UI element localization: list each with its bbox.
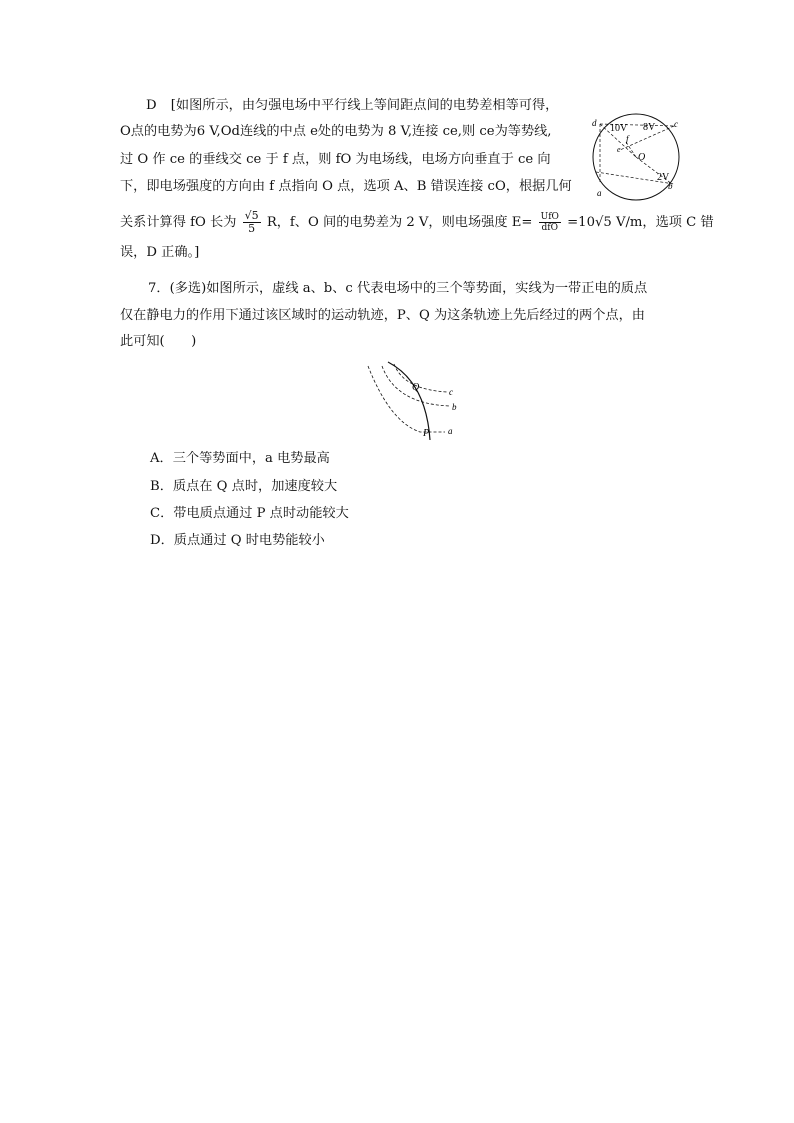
- fraction-denominator: 5: [248, 222, 256, 235]
- label-8V: 8V: [643, 122, 656, 133]
- label-10V: 10V: [610, 123, 628, 134]
- option-b: B．质点在 Q 点时，加速度较大: [150, 479, 338, 494]
- fraction-numerator-ufo: UfO: [540, 212, 559, 222]
- option-d: D．质点通过 Q 时电势能较小: [150, 533, 325, 548]
- solution-line-1: [146, 97, 558, 115]
- label-a: a: [597, 188, 602, 198]
- label-c-traj: c: [449, 387, 453, 397]
- label-b-traj: b: [452, 402, 457, 412]
- question-line-3: 此可知( ): [120, 334, 197, 349]
- option-a: A．三个等势面中，a 电势最高: [150, 451, 330, 466]
- solution-line-2: O点的电势为6 V,Od连线的中点 e处的电势为 8 V,连接 ce,则 ce为等势线,: [120, 124, 552, 139]
- solution-line-4: 下，即电场强度的方向由 f 点指向 O 点，选项 A、B 错误连接 cO，根据几何: [120, 179, 572, 194]
- label-b: b: [668, 181, 673, 191]
- label-P: P: [423, 428, 430, 439]
- option-c: C．带电质点通过 P 点时动能较大: [150, 506, 349, 521]
- label-c: c: [674, 119, 678, 129]
- label-Q: Q: [412, 382, 420, 393]
- solution-text-5a: 关系计算得 fO 长为: [120, 215, 237, 230]
- answer-letter: D: [146, 98, 157, 113]
- solution-text-5c: =10√5 V/m，选项 C 错: [567, 215, 714, 230]
- fraction-numerator: √5: [244, 209, 259, 222]
- circle-diagram: [588, 112, 684, 202]
- label-e: e: [617, 145, 621, 154]
- solution-line-5: [120, 210, 714, 235]
- fraction-sqrt5-over-5: [243, 210, 261, 235]
- question-line-2: 仅在静电力的作用下通过该区域时的运动轨迹，P、Q 为这条轨迹上先后经过的两个点，由: [120, 308, 645, 323]
- label-a-traj: a: [448, 426, 453, 436]
- solution-line-3: 过 O 作 ce 的垂线交 ce 于 f 点，则 fO 为电场线，电场方向垂直于 ce 向: [120, 152, 551, 167]
- label-O: O: [638, 152, 646, 163]
- label-d: d: [592, 118, 597, 128]
- label-f: f: [626, 134, 629, 144]
- trajectory-diagram: [360, 360, 470, 442]
- fraction-ufo-over-dfo: [539, 212, 561, 233]
- solution-text-1: [如图所示，由匀强电场中平行线上等间距点间的电势差相等可得，: [170, 98, 559, 113]
- solution-line-6: 误，D 正确。]: [120, 245, 200, 260]
- fraction-denominator-dfo: dfO: [541, 223, 559, 233]
- question-line-1: 7．(多选)如图所示，虚线 a、b、c 代表电场中的三个等势面，实线为一带正电的质点: [148, 281, 648, 296]
- solution-text-5b: R，f、O 间的电势差为 2 V，则电场强度 E=: [266, 215, 533, 230]
- equipotential-c: [394, 364, 448, 392]
- label-2V: 2V: [657, 172, 670, 183]
